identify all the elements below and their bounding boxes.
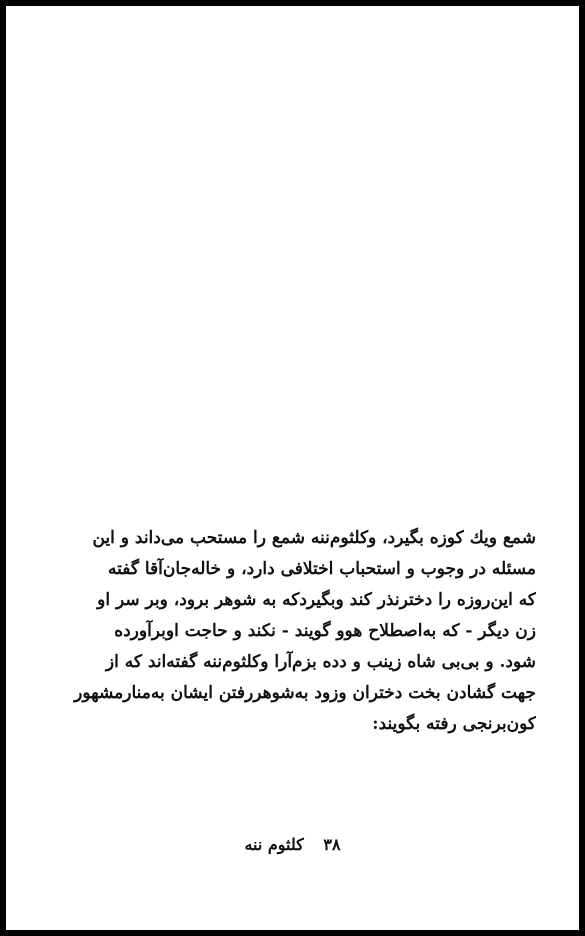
running-title: کلثوم ننه [244, 835, 304, 854]
page-number: ۳۸ [323, 835, 341, 854]
book-page [6, 6, 579, 930]
text-line-3: که این‌روزه را دخترنذر کند وبگیردکه به شوهر برود، وبر سر او [97, 590, 536, 610]
text-line-1: شمع ویك کوزه بگیرد، وکلثوم‌ننه شمع را مستحب می‌داند و این [92, 528, 536, 548]
text-line-2: مسئله در وجوب و استحباب اختلافی دارد، و خاله‌جان‌آقا گفته [108, 559, 536, 579]
text-line-7: کون‌برنجی رفته بگویند: [372, 714, 536, 734]
text-line-5: شود. و بی‌بی شاه زینب و دده بزم‌آرا وکلثوم‌ننه گفته‌اند که از [105, 652, 536, 672]
body-paragraph [46, 523, 536, 740]
page-footer [6, 835, 579, 854]
text-line-4: زن دیگر - که به‌اصطلاح هوو گویند - نکند و حاجت اوبرآورده [114, 621, 536, 641]
text-line-6: جهت گشادن بخت دختران وزود به‌شوهررفتن ایشان به‌منارمشهور [74, 683, 536, 703]
